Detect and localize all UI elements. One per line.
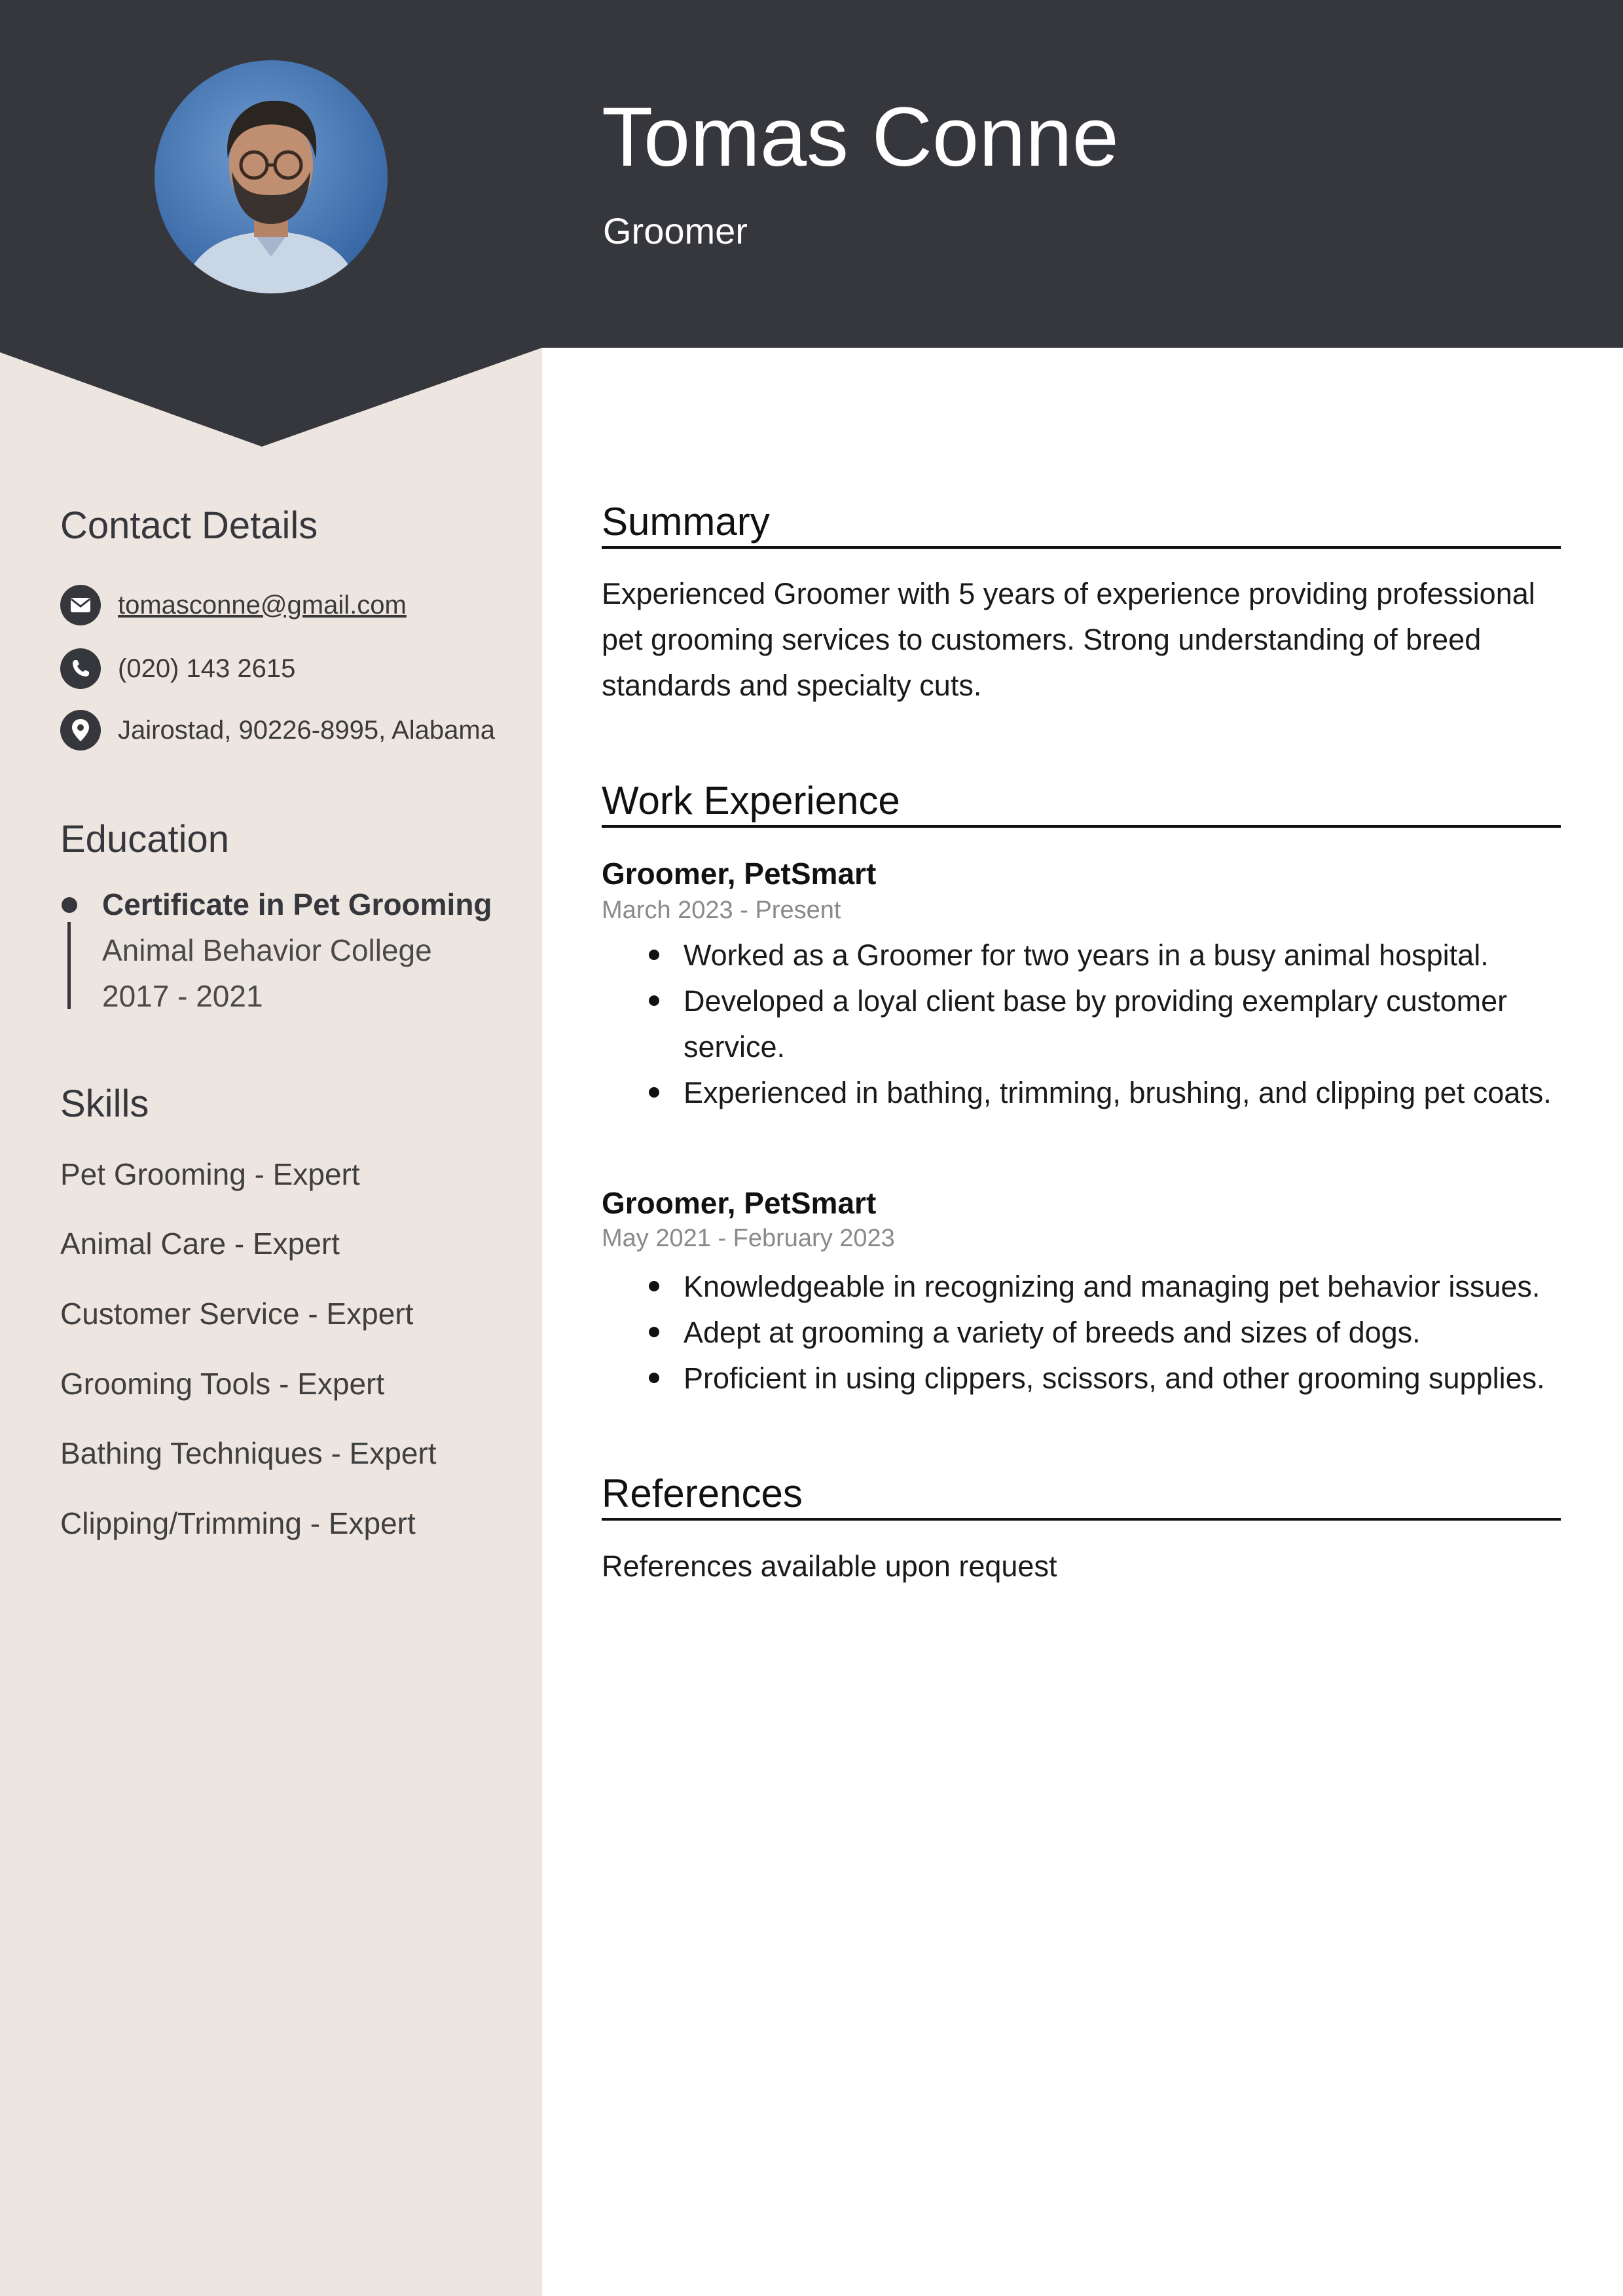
education-timeline-line — [67, 922, 71, 1009]
skill-item: Customer Service - Expert — [60, 1297, 414, 1331]
skill-item: Clipping/Trimming - Expert — [60, 1506, 416, 1540]
education-heading: Education — [60, 818, 229, 861]
summary-heading: Summary — [602, 498, 1561, 549]
education-school: Animal Behavior College — [102, 933, 432, 967]
education-timeline-dot — [62, 897, 77, 913]
contact-phone-row — [60, 648, 295, 690]
references-heading: References — [602, 1470, 1561, 1521]
job-dates: May 2021 - February 2023 — [602, 1225, 895, 1252]
job-bullet: Knowledgeable in recognizing and managing pet behavior issues. — [602, 1264, 1571, 1310]
profile-photo — [155, 60, 388, 293]
job-title: Groomer, PetSmart — [602, 857, 877, 891]
job-bullet: Proficient in using clippers, scissors, and other grooming supplies. — [602, 1356, 1571, 1401]
job-bullet: Developed a loyal client base by providing exemplary customer service. — [602, 978, 1571, 1070]
skill-item: Animal Care - Expert — [60, 1227, 340, 1261]
job-bullet: Adept at grooming a variety of breeds and sizes of dogs. — [602, 1310, 1571, 1356]
education-years: 2017 - 2021 — [102, 979, 263, 1013]
job-bullet: Worked as a Groomer for two years in a busy animal hospital. — [602, 933, 1571, 978]
skill-item: Pet Grooming - Expert — [60, 1157, 360, 1191]
work-heading: Work Experience — [602, 777, 1561, 828]
job-bullets — [602, 933, 1571, 1116]
contact-email-row[interactable] — [60, 584, 407, 626]
skills-heading: Skills — [60, 1083, 149, 1125]
contact-address-row — [60, 709, 495, 751]
job-bullets — [602, 1264, 1571, 1401]
skill-item: Bathing Techniques - Expert — [60, 1436, 437, 1470]
contact-phone: (020) 143 2615 — [118, 654, 296, 683]
candidate-role: Groomer — [603, 210, 748, 251]
references-text: References available upon request — [602, 1549, 1057, 1583]
job-title: Groomer, PetSmart — [602, 1186, 877, 1220]
skill-item: Grooming Tools - Expert — [60, 1367, 385, 1401]
contact-address: Jairostad, 90226-8995, Alabama — [118, 715, 495, 745]
envelope-icon — [60, 585, 101, 625]
phone-icon — [60, 648, 101, 689]
job-bullet: Experienced in bathing, trimming, brushing, and clipping pet coats. — [602, 1070, 1571, 1116]
candidate-name: Tomas Conne — [602, 90, 1119, 184]
location-pin-icon — [60, 710, 101, 750]
education-degree: Certificate in Pet Grooming — [102, 887, 492, 921]
summary-text: Experienced Groomer with 5 years of experience providing professional pet grooming services to customers. Strong understanding of breed standards and specialty cuts. — [602, 577, 1535, 702]
job-dates: March 2023 - Present — [602, 897, 841, 924]
contact-heading: Contact Details — [60, 504, 318, 547]
header-band — [0, 0, 1623, 348]
header-chevron — [0, 347, 542, 448]
contact-email[interactable]: tomasconne@gmail.com — [118, 590, 407, 620]
